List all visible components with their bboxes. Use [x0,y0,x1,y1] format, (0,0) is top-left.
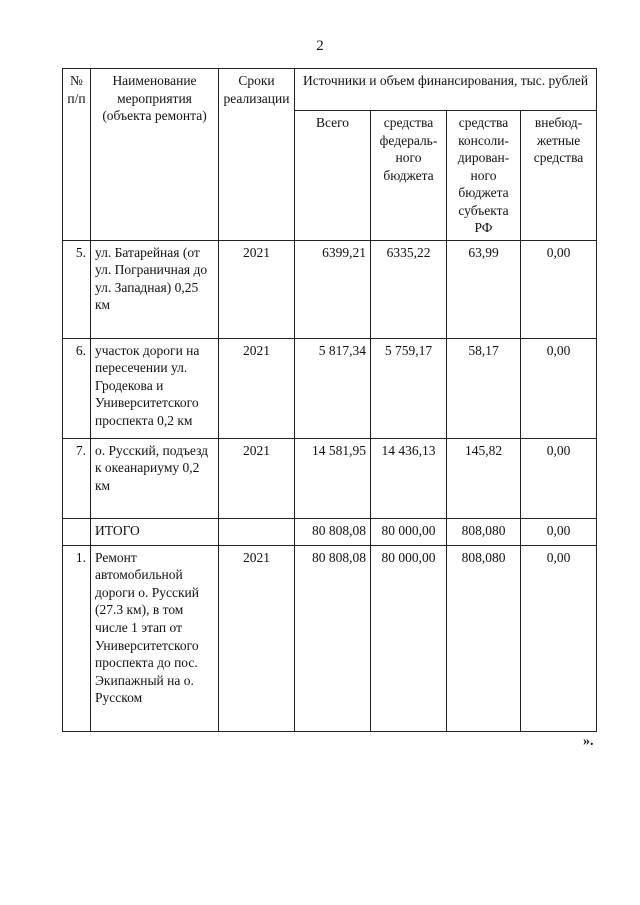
row-total: 6399,21 [295,240,371,338]
row-federal: 5 759,17 [371,338,447,438]
table-row-total [63,518,597,545]
row-extrabudget: 0,00 [521,338,597,438]
row-extrabudget: 0,00 [521,545,597,731]
row-extrabudget: 0,00 [521,518,597,545]
closing-quote: ». [583,734,594,749]
row-consolidated: 145,82 [447,438,521,518]
table-row [63,338,597,438]
row-federal: 14 436,13 [371,438,447,518]
row-name: Ремонт автомобильной дороги о. Русский (27.3 км), в том числе 1 этап от Университетского проспекта до пос. Экипажный на о. Русском [91,545,219,731]
header-name: Наименование мероприятия (объекта ремонта) [91,69,219,241]
table-row [63,240,597,338]
header-extrabudget: внебюд-жетные средства [521,111,597,241]
header-sources: Источники и объем финансирования, тыс. рублей [295,69,597,111]
header-num: № п/п [63,69,91,241]
row-total: 14 581,95 [295,438,371,518]
row-term: 2021 [219,545,295,731]
header-total: Всего [295,111,371,241]
row-term: 2021 [219,438,295,518]
table-row [63,438,597,518]
row-consolidated: 58,17 [447,338,521,438]
row-consolidated: 63,99 [447,240,521,338]
row-consolidated: 808,080 [447,545,521,731]
row-extrabudget: 0,00 [521,438,597,518]
row-extrabudget: 0,00 [521,240,597,338]
table-row [63,545,597,731]
row-name: ИТОГО [91,518,219,545]
row-federal: 80 000,00 [371,518,447,545]
row-name: участок дороги на пересечении ул. Гродекова и Университетского проспекта 0,2 км [91,338,219,438]
row-total: 5 817,34 [295,338,371,438]
row-name: ул. Батарейная (от ул. Пограничная до ул. Западная) 0,25 км [91,240,219,338]
row-total: 80 808,08 [295,545,371,731]
row-consolidated: 808,080 [447,518,521,545]
financing-table [62,68,597,732]
row-term [219,518,295,545]
header-term: Сроки реализации [219,69,295,241]
row-federal: 6335,22 [371,240,447,338]
row-num: 7. [63,438,91,518]
row-num: 5. [63,240,91,338]
row-num: 1. [63,545,91,731]
row-federal: 80 000,00 [371,545,447,731]
header-consolidated: средства консоли-дирован-ного бюджета субъекта РФ [447,111,521,241]
page-number: 2 [316,38,324,54]
row-num [63,518,91,545]
row-name: о. Русский, подъезд к океанариуму 0,2 км [91,438,219,518]
header-federal: средства федераль-ного бюджета [371,111,447,241]
row-total: 80 808,08 [295,518,371,545]
row-term: 2021 [219,338,295,438]
row-term: 2021 [219,240,295,338]
row-num: 6. [63,338,91,438]
